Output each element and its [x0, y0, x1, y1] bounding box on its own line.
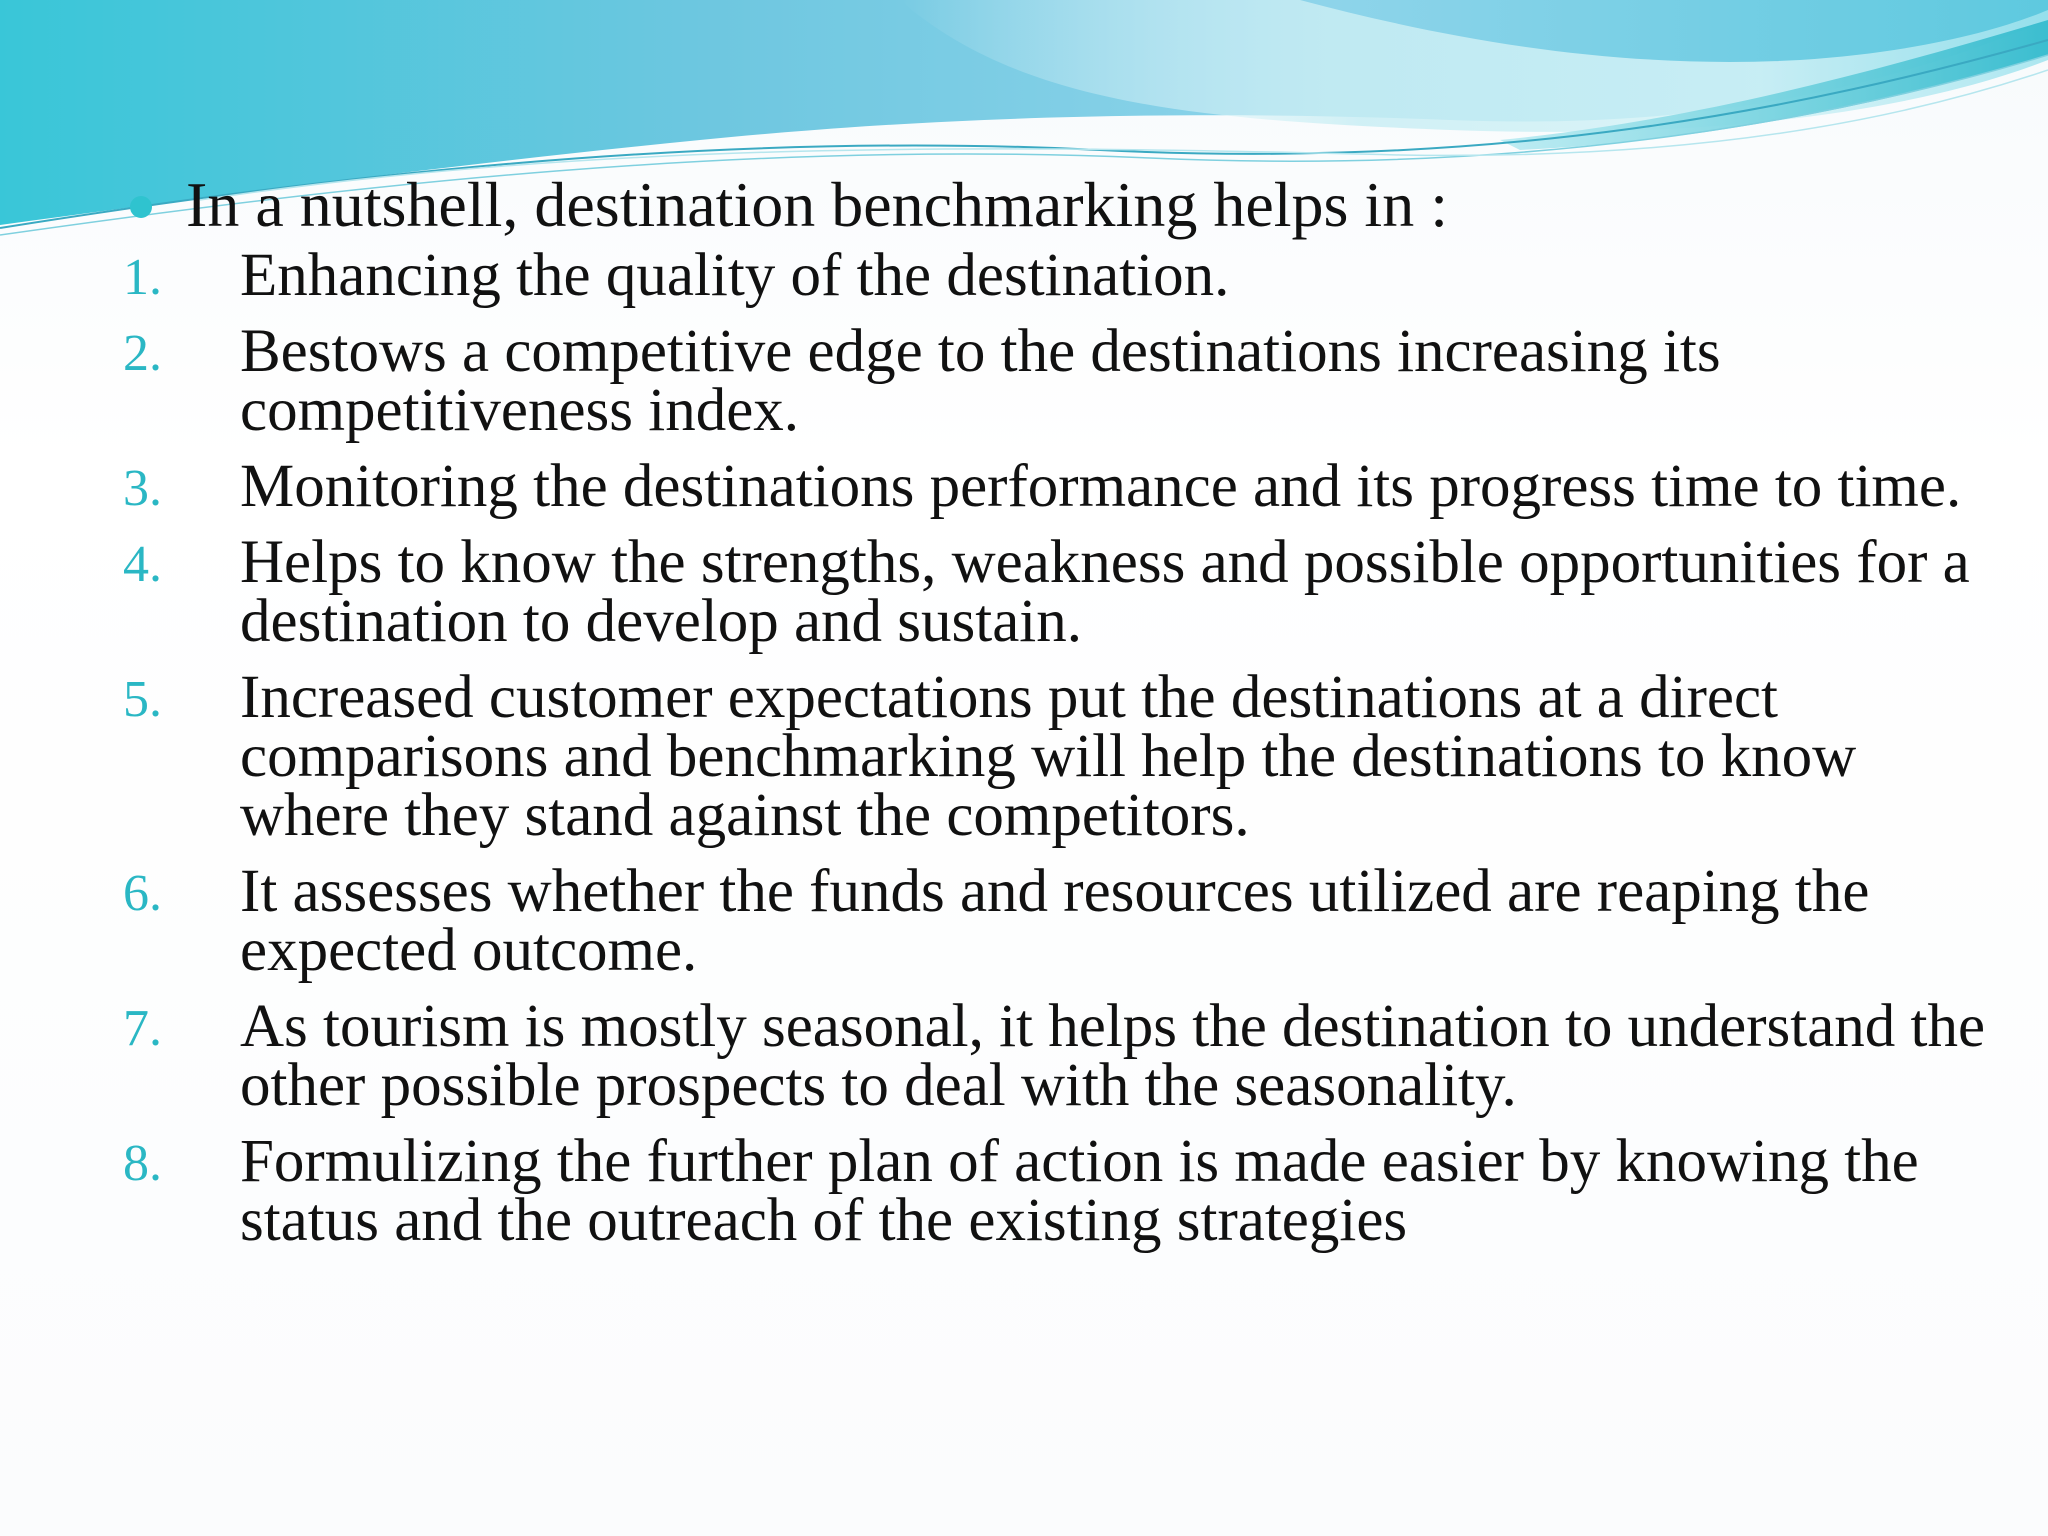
list-item	[120, 993, 2000, 1119]
list-item-number: 8.	[123, 1135, 162, 1192]
list-item	[120, 529, 2000, 655]
slide-heading	[120, 168, 2000, 242]
list-item-text: Formulizing the further plan of action is made easier by knowing the status and the outreach of the existing strategies	[240, 1128, 1919, 1254]
list-item-text: As tourism is mostly seasonal, it helps the destination to understand the other possible prospects to deal with the seasonality.	[240, 993, 1986, 1119]
list-item-text: Monitoring the destinations performance and its progress time to time.	[240, 453, 1962, 520]
list-item-number: 3.	[123, 460, 162, 517]
list-item-number: 7.	[123, 1000, 162, 1057]
list-item-number: 2.	[123, 325, 162, 382]
list-item-text: Increased customer expectations put the destinations at a direct comparisons and benchmarking will help the destinations to know where they stand against the competitors.	[240, 664, 1857, 849]
list-item-text: Enhancing the quality of the destination.	[240, 242, 1230, 309]
list-item-number: 1.	[123, 249, 162, 306]
list-item-text: It assesses whether the funds and resources utilized are reaping the expected outcome.	[240, 858, 1870, 984]
slide-content	[120, 168, 2000, 1267]
bullet-dot-icon	[130, 196, 152, 218]
list-item	[120, 858, 2000, 984]
list-item	[120, 1128, 2000, 1254]
list-item-number: 4.	[123, 536, 162, 593]
heading-text: In a nutshell, destination benchmarking helps in :	[186, 169, 1448, 240]
list-item-number: 5.	[123, 671, 162, 728]
list-item	[120, 318, 2000, 444]
list-item	[120, 242, 2000, 309]
list-item-number: 6.	[123, 865, 162, 922]
benefits-list	[120, 242, 2000, 1254]
list-item-text: Helps to know the strengths, weakness and possible opportunities for a destination to develop and sustain.	[240, 529, 1970, 655]
list-item	[120, 453, 2000, 520]
list-item-text: Bestows a competitive edge to the destinations increasing its competitiveness index.	[240, 318, 1721, 444]
list-item	[120, 664, 2000, 849]
